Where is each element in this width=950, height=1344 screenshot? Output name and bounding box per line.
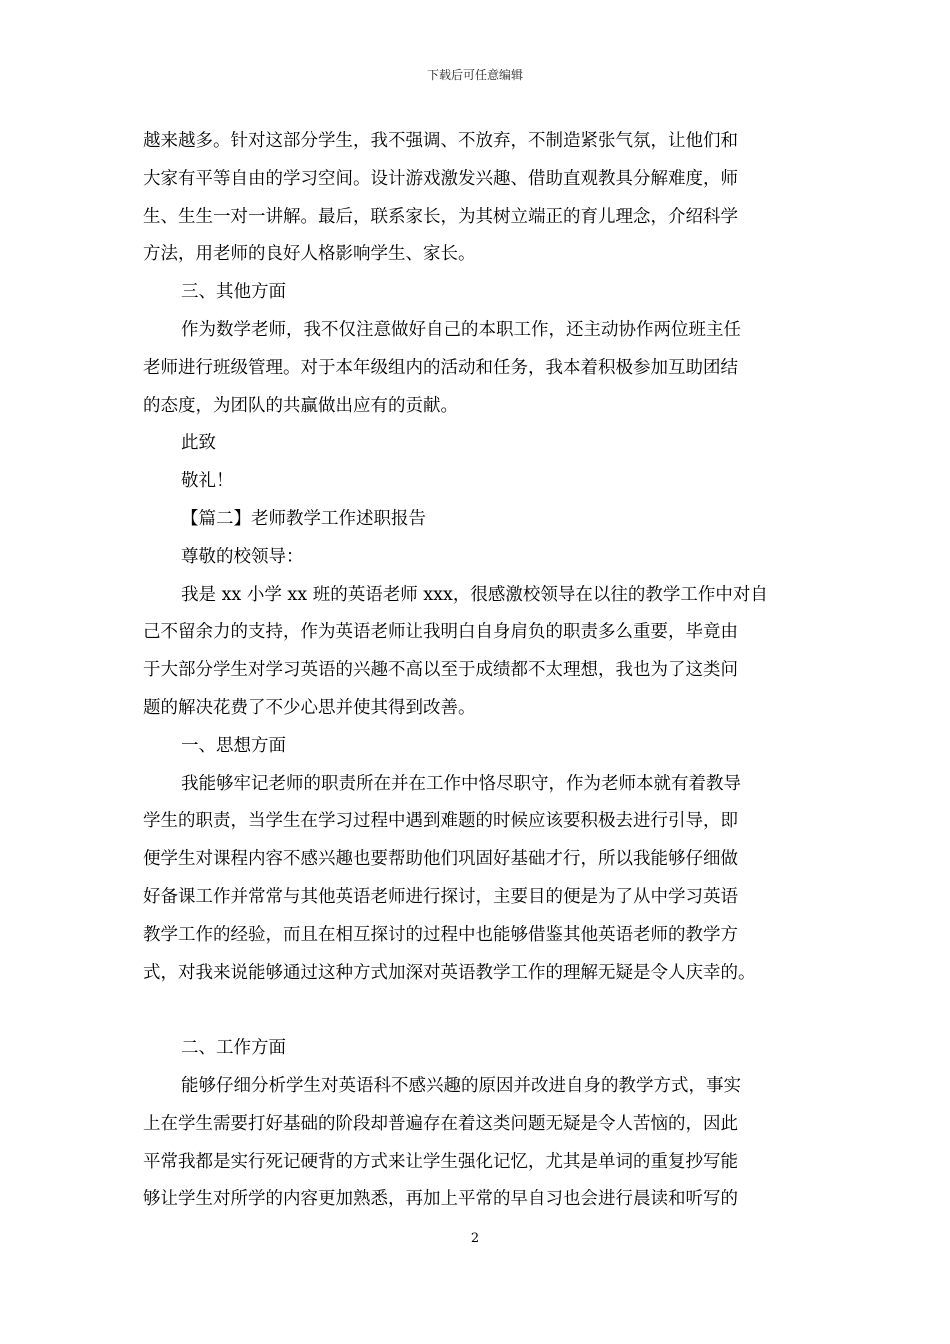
text-line: 此致: [181, 433, 216, 454]
text-line: 【篇二】老师教学工作述职报告: [181, 508, 426, 529]
text-line: 于大部分学生对学习英语的兴趣不高以至于成绩都不太理想，我也为了这类问: [143, 660, 738, 681]
document-body: [143, 123, 815, 1219]
text-line: 题的解决花费了不少心思并使其得到改善。: [143, 697, 476, 718]
text-line: 的态度，为团队的共赢做出应有的贡献。: [143, 395, 458, 416]
text-line: 我能够牢记老师的职责所在并在工作中恪尽职守，作为老师本就有着教导: [181, 773, 741, 794]
text-line: 能够仔细分析学生对英语科不感兴趣的原因并改进自身的教学方式，事实: [181, 1075, 741, 1096]
text-line: 生、生生一对一讲解。最后，联系家长，为其树立端正的育儿理念，介绍科学: [143, 206, 738, 227]
text-line: 一、思想方面: [181, 735, 286, 756]
text-line: 便学生对课程内容不感兴趣也要帮助他们巩固好基础才行，所以我能够仔细做: [143, 849, 738, 870]
text-line: 方法，用老师的良好人格影响学生、家长。: [143, 244, 476, 265]
text-line: 上在学生需要打好基础的阶段却普遍存在着这类问题无疑是令人苦恼的，因此: [143, 1113, 738, 1134]
text-line: 够让学生对所学的内容更加熟悉，再加上平常的早自习也会进行晨读和听写的: [143, 1189, 738, 1210]
text-line: 二、工作方面: [181, 1038, 286, 1059]
text-line: 老师进行班级管理。对于本年级组内的活动和任务，我本着积极参加互助团结: [143, 357, 738, 378]
blank-line: [143, 992, 815, 1030]
page-header: 下载后可任意编辑: [426, 68, 523, 82]
text-line: 我是 xx 小学 xx 班的英语老师 xxx，很感激校领导在以往的教学工作中对自: [181, 584, 768, 605]
text-line: 三、其他方面: [181, 282, 286, 303]
text-line: 越来越多。针对这部分学生，我不强调、不放弃，不制造紧张气氛，让他们和: [143, 131, 738, 151]
text-line: 己不留余力的支持，作为英语老师让我明白自身肩负的职责多么重要，毕竟由: [143, 622, 738, 643]
text-line: 大家有平等自由的学习空间。设计游戏激发兴趣、借助直观教具分解难度，师: [143, 168, 738, 189]
text-line: 学生的职责，当学生在学习过程中遇到难题的时候应该要积极去进行引导，即: [143, 811, 738, 832]
text-line: 好备课工作并常常与其他英语老师进行探讨，主要目的便是为了从中学习英语: [143, 886, 738, 907]
text-line: 尊敬的校领导：: [181, 546, 304, 567]
text-line: 教学工作的经验，而且在相互探讨的过程中也能够借鉴其他英语老师的教学方: [143, 924, 738, 945]
text-line: 式，对我来说能够通过这种方式加深对英语教学工作的理解无疑是令人庆幸的。: [143, 962, 756, 983]
text-line: 平常我都是实行死记硬背的方式来让学生强化记忆，尤其是单词的重复抄写能: [143, 1151, 738, 1172]
page-number: 2: [470, 1231, 480, 1246]
text-line: 敬礼！: [181, 471, 234, 492]
text-line: 作为数学老师，我不仅注意做好自己的本职工作，还主动协作两位班主任: [181, 319, 741, 340]
